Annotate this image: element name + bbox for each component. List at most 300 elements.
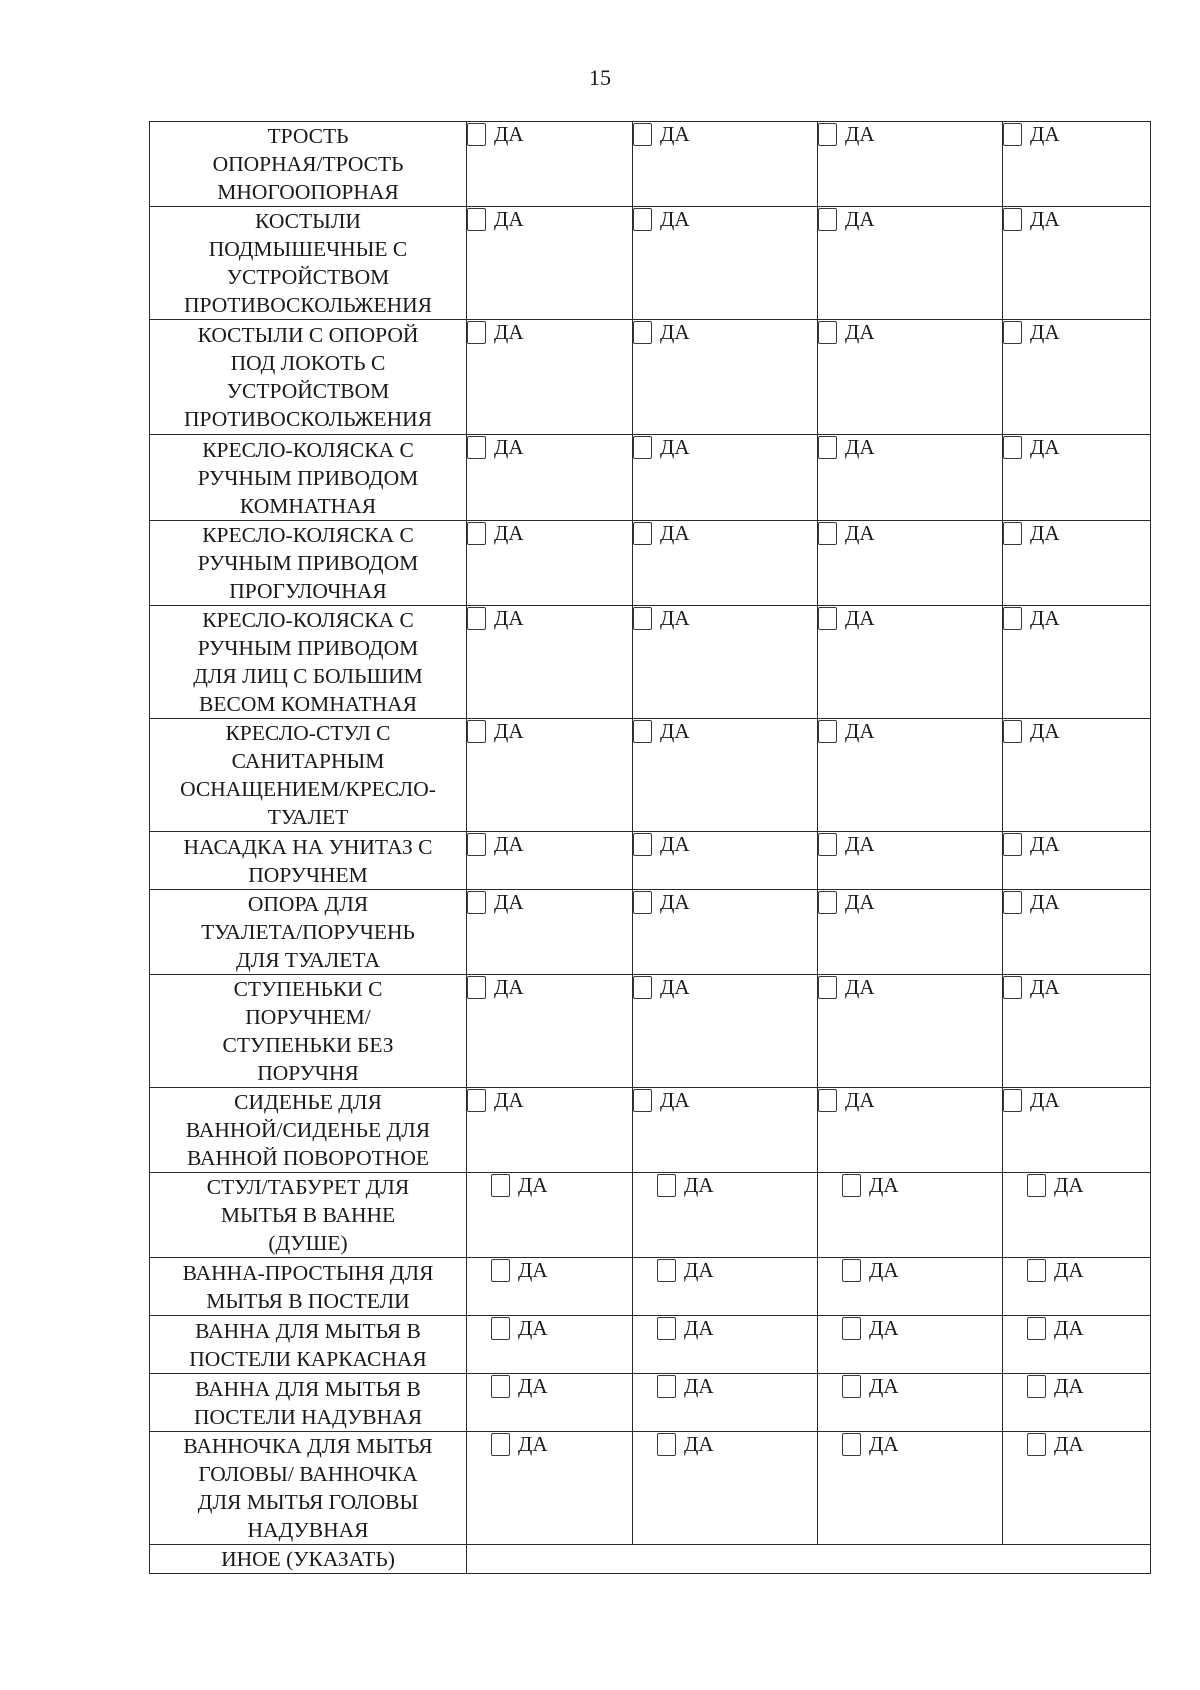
- device-name-line: КОСТЫЛИ С ОПОРОЙ: [197, 323, 419, 347]
- yes-option[interactable]: [818, 320, 875, 344]
- yes-label: ДА: [494, 606, 524, 630]
- yes-checkbox[interactable]: [1003, 833, 1022, 856]
- device-name-line: ПОРУЧНЕМ/: [245, 1005, 371, 1029]
- yes-option[interactable]: [467, 975, 524, 999]
- yes-checkbox[interactable]: [818, 208, 837, 231]
- yes-label: ДА: [845, 890, 875, 914]
- yes-checkbox[interactable]: [818, 720, 837, 743]
- yes-label: ДА: [845, 320, 875, 344]
- yes-option[interactable]: [1003, 1088, 1060, 1112]
- yes-label: ДА: [845, 606, 875, 630]
- table-row: [150, 1173, 1151, 1258]
- device-name-cell: [150, 1173, 467, 1258]
- table-row: [150, 975, 1151, 1088]
- device-name-line: ОСНАЩЕНИЕМ/КРЕСЛО-: [180, 777, 436, 801]
- yes-option[interactable]: [818, 606, 875, 630]
- device-name-line: САНИТАРНЫМ: [231, 749, 385, 773]
- yes-label: ДА: [1030, 320, 1060, 344]
- option-cell: [818, 1316, 1003, 1374]
- option-cell: [633, 1173, 818, 1258]
- yes-checkbox[interactable]: [818, 976, 837, 999]
- yes-label: ДА: [869, 1316, 899, 1340]
- option-cell: [818, 320, 1003, 435]
- yes-option[interactable]: [1003, 975, 1060, 999]
- yes-label: ДА: [518, 1374, 548, 1398]
- yes-checkbox[interactable]: [633, 720, 652, 743]
- yes-option[interactable]: [491, 1258, 548, 1282]
- yes-checkbox[interactable]: [633, 208, 652, 231]
- yes-checkbox[interactable]: [818, 321, 837, 344]
- yes-option[interactable]: [842, 1173, 899, 1197]
- device-name-line: ВАННОЙ/СИДЕНЬЕ ДЛЯ: [185, 1118, 431, 1142]
- device-name-line: СТУЛ/ТАБУРЕТ ДЛЯ: [206, 1175, 410, 1199]
- yes-checkbox[interactable]: [657, 1433, 676, 1456]
- option-cell: [1003, 521, 1151, 606]
- option-cell: [1003, 1432, 1151, 1545]
- yes-option[interactable]: [633, 320, 690, 344]
- yes-option[interactable]: [491, 1173, 548, 1197]
- option-cell: [1003, 1258, 1151, 1316]
- yes-label: ДА: [1054, 1316, 1084, 1340]
- yes-option[interactable]: [657, 1173, 714, 1197]
- yes-label: ДА: [494, 435, 524, 459]
- yes-label: ДА: [494, 320, 524, 344]
- yes-label: ДА: [1030, 719, 1060, 743]
- device-name-line: СТУПЕНЬКИ БЕЗ: [222, 1033, 394, 1057]
- yes-option[interactable]: [657, 1374, 714, 1398]
- device-name-line: КОМНАТНАЯ: [239, 493, 377, 518]
- device-name-line: НАСАДКА НА УНИТАЗ С: [183, 834, 433, 859]
- yes-label: ДА: [869, 1258, 899, 1282]
- option-cell: [1003, 320, 1151, 435]
- option-cell: [633, 890, 818, 975]
- device-name-cell: [150, 122, 467, 207]
- option-cell: [818, 1258, 1003, 1316]
- yes-label: ДА: [1030, 975, 1060, 999]
- yes-checkbox[interactable]: [842, 1375, 861, 1398]
- table-row: [150, 207, 1151, 320]
- device-name-line: КРЕСЛО-КОЛЯСКА С: [202, 523, 414, 547]
- yes-option[interactable]: [1027, 1374, 1084, 1398]
- yes-checkbox[interactable]: [633, 976, 652, 999]
- table-row: [150, 320, 1151, 435]
- option-cell: [467, 1173, 633, 1258]
- yes-label: ДА: [1030, 832, 1060, 856]
- yes-option[interactable]: [467, 832, 524, 856]
- yes-option[interactable]: [467, 606, 524, 630]
- option-cell: [467, 719, 633, 832]
- option-cell: [1003, 975, 1151, 1088]
- yes-option[interactable]: [633, 207, 690, 231]
- option-cell: [818, 719, 1003, 832]
- yes-label: ДА: [494, 832, 524, 856]
- option-cell: [467, 1432, 633, 1545]
- option-cell: [818, 207, 1003, 320]
- option-cell: [1003, 719, 1151, 832]
- option-cell: [1003, 122, 1151, 207]
- option-cell: [818, 1374, 1003, 1432]
- device-name-line: КРЕСЛО-КОЛЯСКА С: [202, 437, 414, 462]
- yes-label: ДА: [660, 832, 690, 856]
- yes-label: ДА: [660, 1088, 690, 1112]
- yes-checkbox[interactable]: [467, 833, 486, 856]
- option-cell: [633, 719, 818, 832]
- yes-label: ДА: [845, 521, 875, 545]
- table-body: [150, 122, 1151, 1574]
- device-name-line: МЫТЬЯ В ВАННЕ: [220, 1203, 396, 1227]
- yes-checkbox[interactable]: [1027, 1433, 1046, 1456]
- device-name-line: ПОРУЧНЕМ: [248, 862, 368, 887]
- yes-checkbox[interactable]: [818, 607, 837, 630]
- option-cell: [633, 435, 818, 521]
- table-row: [150, 1088, 1151, 1173]
- device-name-line: ПРОТИВОСКОЛЬЖЕНИЯ: [183, 407, 433, 431]
- yes-label: ДА: [1030, 606, 1060, 630]
- yes-label: ДА: [684, 1374, 714, 1398]
- yes-checkbox[interactable]: [657, 1317, 676, 1340]
- yes-checkbox[interactable]: [1003, 123, 1022, 146]
- option-cell: [1003, 1374, 1151, 1432]
- yes-checkbox[interactable]: [842, 1259, 861, 1282]
- device-name-cell: [150, 832, 467, 890]
- yes-option[interactable]: [1003, 719, 1060, 743]
- yes-checkbox[interactable]: [491, 1317, 510, 1340]
- yes-checkbox[interactable]: [818, 123, 837, 146]
- device-name-cell: [150, 1258, 467, 1316]
- device-name-cell: [150, 1374, 467, 1432]
- device-name-line: ВАННОЙ ПОВОРОТНОЕ: [187, 1146, 429, 1170]
- device-name-line: ТУАЛЕТА/ПОРУЧЕНЬ: [201, 920, 415, 944]
- yes-option[interactable]: [633, 122, 690, 146]
- yes-checkbox[interactable]: [467, 891, 486, 914]
- yes-checkbox[interactable]: [491, 1375, 510, 1398]
- yes-checkbox[interactable]: [1003, 720, 1022, 743]
- option-cell: [1003, 207, 1151, 320]
- yes-checkbox[interactable]: [1003, 522, 1022, 545]
- device-name-cell: [150, 1316, 467, 1374]
- yes-option[interactable]: [818, 521, 875, 545]
- option-cell: [1003, 1088, 1151, 1173]
- yes-option[interactable]: [818, 719, 875, 743]
- yes-label: ДА: [684, 1316, 714, 1340]
- yes-checkbox[interactable]: [1003, 607, 1022, 630]
- option-cell: [467, 1374, 633, 1432]
- option-cell: [1003, 832, 1151, 890]
- yes-checkbox[interactable]: [467, 976, 486, 999]
- yes-option[interactable]: [633, 719, 690, 743]
- device-name-line: КОСТЫЛИ: [255, 209, 361, 233]
- device-name-line: ТРОСТЬ: [267, 124, 349, 148]
- page-number: 15: [589, 65, 611, 90]
- yes-checkbox[interactable]: [1003, 208, 1022, 231]
- yes-checkbox[interactable]: [633, 1089, 652, 1112]
- yes-label: ДА: [518, 1258, 548, 1282]
- yes-label: ДА: [1054, 1374, 1084, 1398]
- table-row: [150, 1374, 1151, 1432]
- yes-checkbox[interactable]: [1003, 1089, 1022, 1112]
- option-cell: [633, 320, 818, 435]
- device-name-line: ВАННА ДЛЯ МЫТЬЯ В: [195, 1318, 421, 1343]
- yes-option[interactable]: [633, 521, 690, 545]
- device-name-line: УСТРОЙСТВОМ: [226, 265, 390, 289]
- device-name-line: КРЕСЛО-КОЛЯСКА С: [202, 608, 414, 632]
- device-name-cell: [150, 719, 467, 832]
- option-cell: [1003, 1173, 1151, 1258]
- yes-label: ДА: [660, 320, 690, 344]
- option-cell: [818, 890, 1003, 975]
- yes-label: ДА: [1054, 1258, 1084, 1282]
- yes-option[interactable]: [467, 207, 524, 231]
- device-name-line: ПОСТЕЛИ НАДУВНАЯ: [193, 1404, 423, 1429]
- yes-option[interactable]: [1003, 521, 1060, 545]
- device-name-line: СТУПЕНЬКИ С: [233, 977, 383, 1001]
- yes-option[interactable]: [657, 1316, 714, 1340]
- yes-option[interactable]: [818, 1088, 875, 1112]
- yes-option[interactable]: [633, 1088, 690, 1112]
- device-name-line: СИДЕНЬЕ ДЛЯ: [234, 1090, 382, 1114]
- yes-label: ДА: [660, 606, 690, 630]
- yes-label: ДА: [845, 832, 875, 856]
- option-cell: [818, 435, 1003, 521]
- yes-label: ДА: [494, 207, 524, 231]
- yes-checkbox[interactable]: [633, 321, 652, 344]
- yes-option[interactable]: [491, 1374, 548, 1398]
- yes-label: ДА: [869, 1173, 899, 1197]
- device-name-line: КРЕСЛО-СТУЛ С: [225, 721, 391, 745]
- yes-option[interactable]: [842, 1374, 899, 1398]
- yes-option[interactable]: [467, 719, 524, 743]
- yes-checkbox[interactable]: [842, 1433, 861, 1456]
- yes-option[interactable]: [818, 832, 875, 856]
- table-row: [150, 1316, 1151, 1374]
- yes-label: ДА: [845, 719, 875, 743]
- yes-option[interactable]: [1027, 1316, 1084, 1340]
- yes-label: ДА: [518, 1432, 548, 1456]
- device-name-cell: [150, 207, 467, 320]
- option-cell: [818, 606, 1003, 719]
- yes-label: ДА: [660, 975, 690, 999]
- table-row: [150, 521, 1151, 606]
- yes-label: ДА: [1030, 890, 1060, 914]
- yes-option[interactable]: [818, 207, 875, 231]
- device-name-cell: [150, 1088, 467, 1173]
- table-row: [150, 719, 1151, 832]
- device-name-cell: [150, 1432, 467, 1545]
- yes-checkbox[interactable]: [633, 891, 652, 914]
- device-name-line: МЫТЬЯ В ПОСТЕЛИ: [206, 1288, 410, 1313]
- yes-option[interactable]: [633, 606, 690, 630]
- yes-checkbox[interactable]: [1027, 1317, 1046, 1340]
- yes-label: ДА: [494, 975, 524, 999]
- yes-checkbox[interactable]: [1027, 1375, 1046, 1398]
- yes-option[interactable]: [491, 1432, 548, 1456]
- yes-checkbox[interactable]: [467, 321, 486, 344]
- yes-checkbox[interactable]: [633, 833, 652, 856]
- device-name-cell: [150, 606, 467, 719]
- option-cell: [633, 832, 818, 890]
- yes-option[interactable]: [633, 890, 690, 914]
- option-cell: [467, 1258, 633, 1316]
- device-name-line: ВАННА ДЛЯ МЫТЬЯ В: [195, 1376, 421, 1401]
- table-row: [150, 832, 1151, 890]
- yes-option[interactable]: [1003, 606, 1060, 630]
- yes-checkbox[interactable]: [842, 1174, 861, 1197]
- yes-checkbox[interactable]: [818, 891, 837, 914]
- yes-label: ДА: [660, 521, 690, 545]
- yes-option[interactable]: [1027, 1258, 1084, 1282]
- yes-option[interactable]: [467, 890, 524, 914]
- yes-checkbox[interactable]: [467, 607, 486, 630]
- device-name-line: ГОЛОВЫ/ ВАННОЧКА: [198, 1462, 418, 1486]
- yes-checkbox[interactable]: [1003, 891, 1022, 914]
- device-name-line: ДЛЯ ЛИЦ С БОЛЬШИМ: [193, 664, 423, 688]
- yes-option[interactable]: [818, 435, 875, 459]
- yes-checkbox[interactable]: [842, 1317, 861, 1340]
- yes-label: ДА: [845, 122, 875, 146]
- yes-checkbox[interactable]: [818, 436, 837, 459]
- option-cell: [467, 606, 633, 719]
- yes-checkbox[interactable]: [818, 1089, 837, 1112]
- yes-checkbox[interactable]: [467, 123, 486, 146]
- yes-option[interactable]: [491, 1316, 548, 1340]
- option-cell: [633, 1316, 818, 1374]
- device-name-line: ОПОРА ДЛЯ: [247, 892, 369, 916]
- table-row: [150, 1432, 1151, 1545]
- yes-option[interactable]: [633, 975, 690, 999]
- other-specify-field[interactable]: [467, 1545, 1151, 1574]
- yes-checkbox[interactable]: [657, 1174, 676, 1197]
- yes-option[interactable]: [467, 1088, 524, 1112]
- device-name-cell: [150, 320, 467, 435]
- yes-option[interactable]: [1003, 320, 1060, 344]
- yes-checkbox[interactable]: [467, 208, 486, 231]
- yes-checkbox[interactable]: [467, 1089, 486, 1112]
- yes-label: ДА: [494, 521, 524, 545]
- option-cell: [467, 1088, 633, 1173]
- yes-checkbox[interactable]: [818, 833, 837, 856]
- yes-label: ДА: [1054, 1432, 1084, 1456]
- yes-checkbox[interactable]: [633, 522, 652, 545]
- yes-option[interactable]: [1003, 890, 1060, 914]
- table-row: [150, 122, 1151, 207]
- device-name-line: РУЧНЫМ ПРИВОДОМ: [197, 465, 419, 490]
- yes-option[interactable]: [1027, 1432, 1084, 1456]
- yes-checkbox[interactable]: [818, 522, 837, 545]
- yes-checkbox[interactable]: [491, 1174, 510, 1197]
- yes-checkbox[interactable]: [633, 607, 652, 630]
- yes-checkbox[interactable]: [1003, 321, 1022, 344]
- option-cell: [467, 1316, 633, 1374]
- option-cell: [467, 207, 633, 320]
- yes-option[interactable]: [633, 435, 690, 459]
- option-cell: [633, 122, 818, 207]
- yes-checkbox[interactable]: [657, 1259, 676, 1282]
- option-cell: [1003, 890, 1151, 975]
- yes-label: ДА: [684, 1258, 714, 1282]
- yes-option[interactable]: [467, 320, 524, 344]
- yes-checkbox[interactable]: [491, 1433, 510, 1456]
- option-cell: [633, 606, 818, 719]
- yes-label: ДА: [845, 207, 875, 231]
- yes-option[interactable]: [818, 890, 875, 914]
- yes-option[interactable]: [657, 1258, 714, 1282]
- yes-option[interactable]: [842, 1316, 899, 1340]
- yes-option[interactable]: [842, 1258, 899, 1282]
- yes-option[interactable]: [657, 1432, 714, 1456]
- yes-option[interactable]: [1003, 435, 1060, 459]
- device-name-line: ВАННОЧКА ДЛЯ МЫТЬЯ: [183, 1434, 433, 1458]
- yes-checkbox[interactable]: [467, 436, 486, 459]
- yes-option[interactable]: [818, 975, 875, 999]
- option-cell: [1003, 435, 1151, 521]
- option-cell: [467, 122, 633, 207]
- table-row-other: [150, 1545, 1151, 1574]
- yes-option[interactable]: [842, 1432, 899, 1456]
- table-row: [150, 890, 1151, 975]
- yes-checkbox[interactable]: [633, 123, 652, 146]
- option-cell: [467, 832, 633, 890]
- device-name-cell: [150, 975, 467, 1088]
- yes-checkbox[interactable]: [657, 1375, 676, 1398]
- yes-checkbox[interactable]: [633, 436, 652, 459]
- yes-option[interactable]: [467, 435, 524, 459]
- device-name-line: УСТРОЙСТВОМ: [226, 379, 390, 403]
- device-name-line: НАДУВНАЯ: [247, 1518, 369, 1542]
- device-name-line: ПОД ЛОКОТЬ С: [230, 351, 386, 375]
- other-label-cell: ИНОЕ (УКАЗАТЬ): [150, 1545, 467, 1574]
- yes-checkbox[interactable]: [467, 522, 486, 545]
- yes-label: ДА: [1030, 1088, 1060, 1112]
- option-cell: [633, 207, 818, 320]
- device-name-line: ДЛЯ ТУАЛЕТА: [235, 948, 381, 972]
- yes-checkbox[interactable]: [1027, 1174, 1046, 1197]
- option-cell: [633, 1374, 818, 1432]
- yes-label: ДА: [494, 719, 524, 743]
- yes-checkbox[interactable]: [1027, 1259, 1046, 1282]
- yes-option[interactable]: [1003, 122, 1060, 146]
- yes-option[interactable]: [467, 122, 524, 146]
- yes-label: ДА: [518, 1173, 548, 1197]
- yes-checkbox[interactable]: [467, 720, 486, 743]
- device-name-line: ОПОРНАЯ/ТРОСТЬ: [212, 152, 404, 176]
- yes-label: ДА: [660, 122, 690, 146]
- yes-label: ДА: [518, 1316, 548, 1340]
- yes-checkbox[interactable]: [1003, 436, 1022, 459]
- yes-option[interactable]: [1027, 1173, 1084, 1197]
- option-cell: [633, 975, 818, 1088]
- option-cell: [633, 1088, 818, 1173]
- option-cell: [1003, 606, 1151, 719]
- yes-option[interactable]: [1003, 832, 1060, 856]
- yes-option[interactable]: [633, 832, 690, 856]
- option-cell: [633, 1432, 818, 1545]
- yes-label: ДА: [660, 435, 690, 459]
- yes-checkbox[interactable]: [1003, 976, 1022, 999]
- device-name-line: МНОГООПОРНАЯ: [217, 180, 399, 204]
- option-cell: [818, 122, 1003, 207]
- yes-checkbox[interactable]: [491, 1259, 510, 1282]
- device-name-line: ПОСТЕЛИ КАРКАСНАЯ: [189, 1346, 427, 1371]
- yes-option[interactable]: [818, 122, 875, 146]
- device-name-line: РУЧНЫМ ПРИВОДОМ: [197, 551, 419, 575]
- yes-option[interactable]: [1003, 207, 1060, 231]
- yes-label: ДА: [1054, 1173, 1084, 1197]
- yes-label: ДА: [1030, 207, 1060, 231]
- yes-label: ДА: [684, 1173, 714, 1197]
- yes-option[interactable]: [467, 521, 524, 545]
- yes-label: ДА: [494, 122, 524, 146]
- option-cell: [467, 521, 633, 606]
